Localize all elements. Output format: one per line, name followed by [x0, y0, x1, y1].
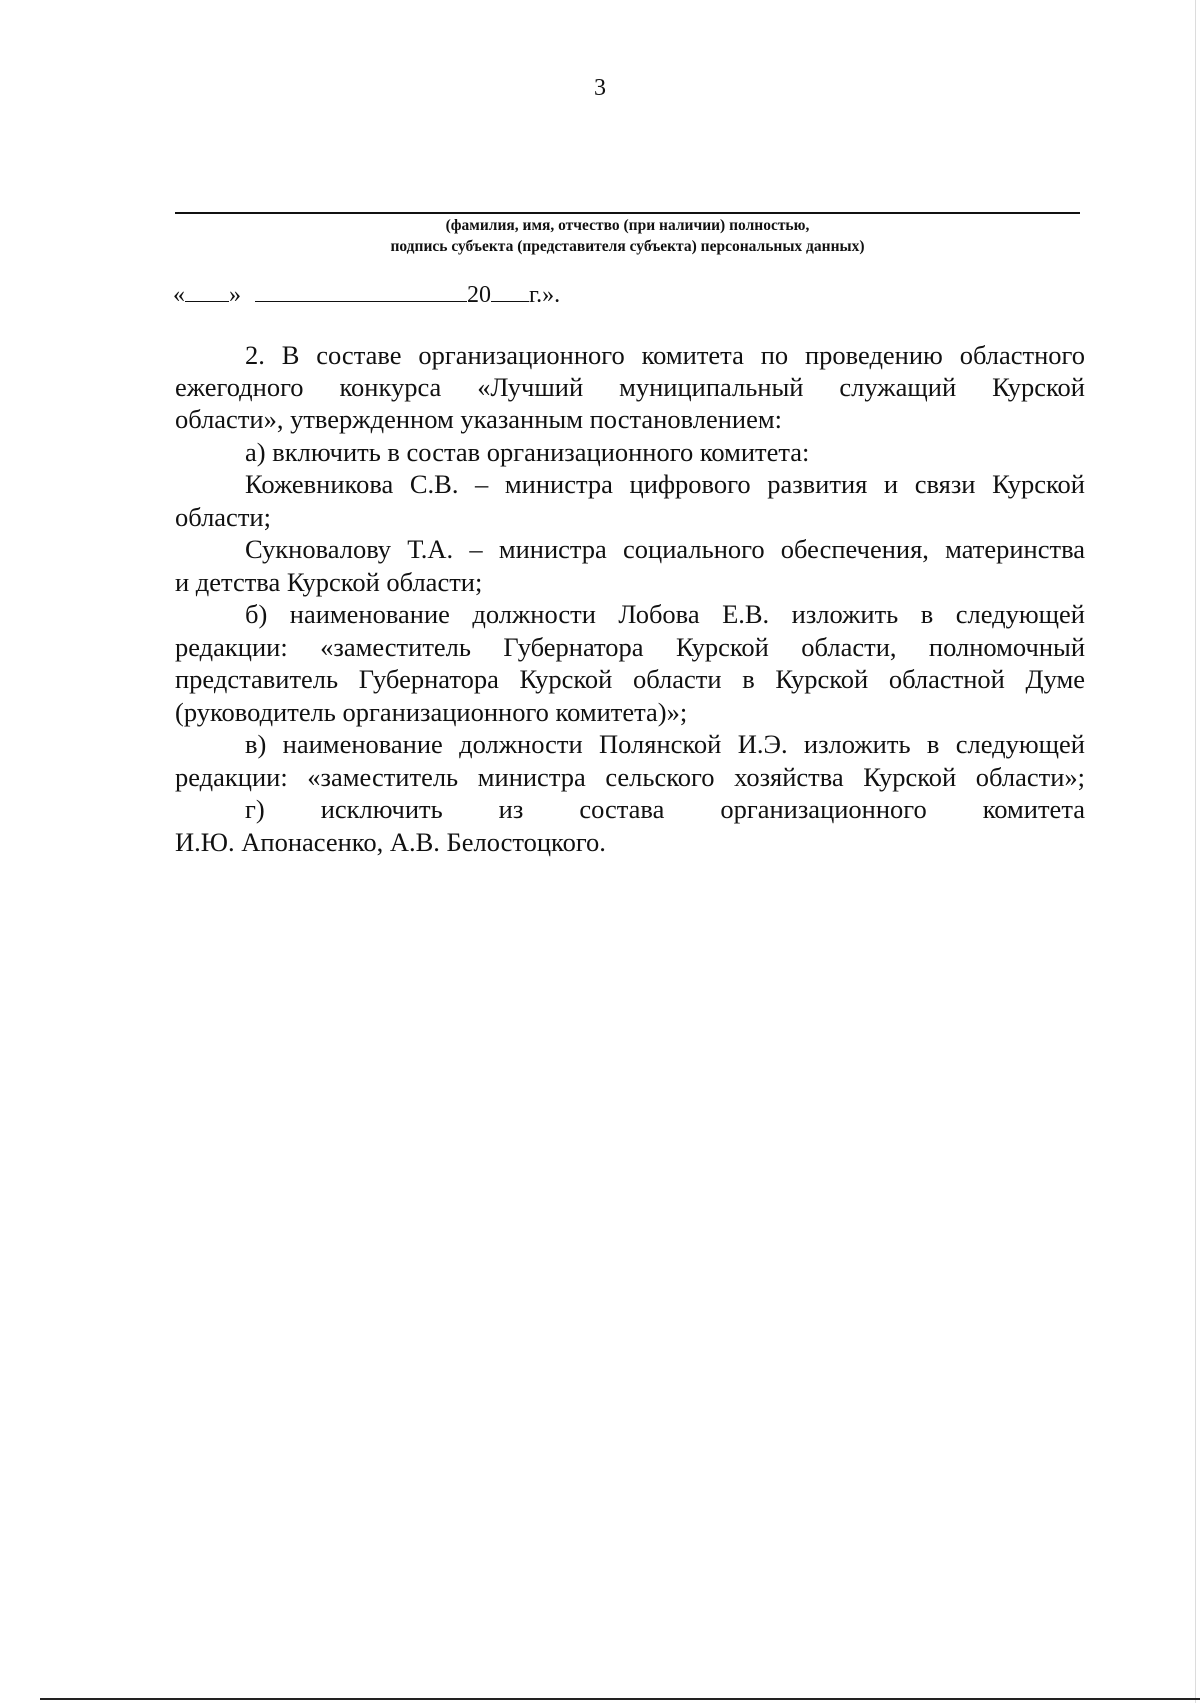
month-blank — [255, 279, 467, 302]
year-prefix: 20 — [467, 282, 491, 308]
body-line: Кожевникова С.В. – министра цифрового развития и связи Курской — [245, 469, 1085, 499]
body-line: области; — [175, 502, 271, 532]
body-line: области», утвержденном указанным постановлением: — [175, 404, 782, 434]
body-line: Сукновалову Т.А. – министра социального обеспечения, материнства — [245, 534, 1085, 564]
body-line: ежегодного конкурса «Лучший муниципальный служащий Курской — [175, 372, 1085, 402]
body-line: редакции: «заместитель министра сельского хозяйства Курской области»; — [175, 762, 1085, 792]
signature-line — [175, 212, 1080, 214]
signature-caption-line-1: (фамилия, имя, отчество (при наличии) полностью, — [445, 217, 810, 234]
body-line: 2. В составе организационного комитета по проведению областного — [245, 340, 1085, 370]
body-line: а) включить в состав организационного комитета: — [245, 437, 810, 467]
body-line: б) наименование должности Лобова Е.В. изложить в следующей — [245, 599, 1085, 629]
year-blank — [491, 279, 529, 302]
day-blank — [185, 279, 229, 302]
page-number: 3 — [594, 75, 606, 101]
scan-edge-bottom — [40, 1698, 1200, 1700]
body-line: г) исключить из состава организационного комитета — [245, 794, 1085, 824]
body-line: в) наименование должности Полянской И.Э. изложить в следующей — [245, 729, 1085, 759]
body-line: (руководитель организационного комитета)»; — [175, 697, 688, 727]
body-line: и детства Курской области; — [175, 567, 483, 597]
date-template — [173, 279, 560, 309]
body-line: представитель Губернатора Курской области в Курской областной Думе — [175, 664, 1085, 694]
scan-edge-right — [1195, 0, 1196, 1703]
body-line: И.Ю. Апонасенко, А.В. Белостоцкого. — [175, 827, 606, 857]
date-close-quote: » — [229, 282, 241, 308]
body-line: редакции: «заместитель Губернатора Курской области, полномочный — [175, 632, 1085, 662]
signature-caption-line-2: подпись субъекта (представителя субъекта) персональных данных) — [390, 238, 865, 255]
year-suffix: г.». — [529, 282, 561, 308]
date-open-quote: « — [173, 282, 185, 308]
